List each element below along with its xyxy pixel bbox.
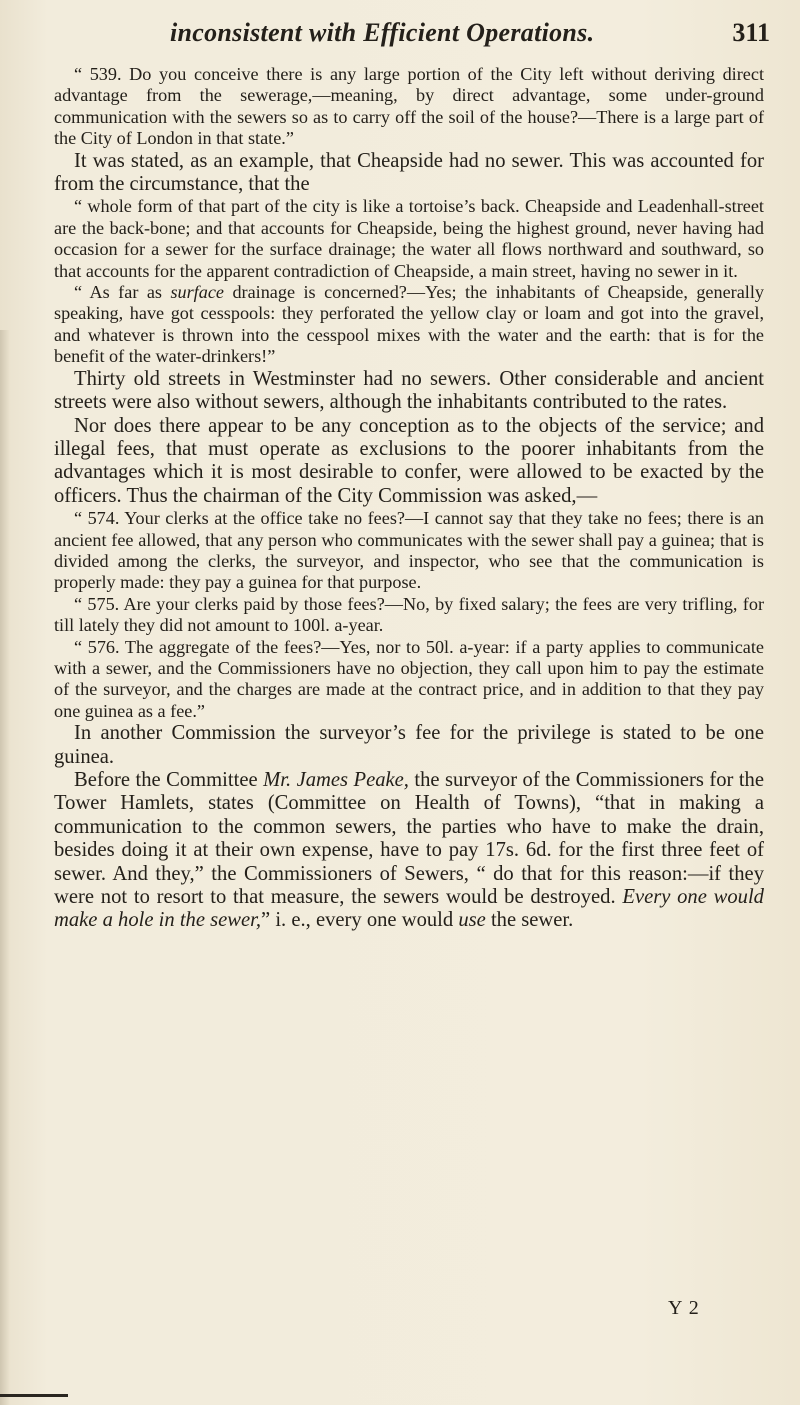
page-body xyxy=(54,64,764,933)
signature-mark: Y 2 xyxy=(668,1297,700,1319)
paragraph-cheapside: It was stated, as an example, that Cheapside had no sewer. This was accounted for from the circumstance, that the xyxy=(54,149,764,196)
paragraph-question-539: “ 539. Do you conceive there is any large portion of the City left without deriving direct advantage from the sewerage,—meaning, by direct advantage, some under-ground communication with the sewers so as to carry off the soil of the house?—There is a large part of the City of London in that state.” xyxy=(54,64,764,149)
paragraph-surface-drainage: “ As far as surface drainage is concerned?—Yes; the inhabitants of Cheapside, generally speaking, have got cesspools: they perforated the yellow clay or loam and got into the gravel, and whatever is thrown into the cesspool mixes with the water and the earth: that is for the benefit of the water-drinkers!” xyxy=(54,282,764,367)
paragraph-westminster: Thirty old streets in Westminster had no sewers. Other considerable and ancient streets were also without sewers, although the inhabitants contributed to the rates. xyxy=(54,367,764,414)
bottom-rule xyxy=(0,1394,68,1397)
page-header xyxy=(170,18,770,54)
running-head: inconsistent with Efficient Operations. xyxy=(170,18,595,47)
paragraph-james-peake: Before the Committee Mr. James Peake, the surveyor of the Commissioners for the Tower Hamlets, states (Committee on Health of Towns), “that in making a communication to the common sewers, the parties who have to make the drain, besides doing it at their own expense, have to pay 17s. 6d. for the first three feet of sewer. And they,” the Commissioners of Sewers, “ do that for this reason:—if they were not to resort to that measure, the sewers would be destroyed. Every one would make a hole in the sewer,” i. e., every one would use the sewer. xyxy=(54,769,764,932)
paragraph-question-576: “ 576. The aggregate of the fees?—Yes, nor to 50l. a-year: if a party applies to communicate with a sewer, and the Commissioners have no objection, they call upon him to pay the estimate of the surveyor, and the charges are made at the contract price, and in addition to that they pay one guinea as a fee.” xyxy=(54,636,764,721)
page-number: 311 xyxy=(732,18,770,47)
paragraph-question-575: “ 575. Are your clerks paid by those fees?—No, by fixed salary; the fees are very trifling, for till lately they did not amount to 100l. a-year. xyxy=(54,593,764,636)
paragraph-another-commission: In another Commission the surveyor’s fee for the privilege is stated to be one guinea. xyxy=(54,722,764,768)
page-gutter-shadow xyxy=(0,330,10,1405)
paragraph-illegal-fees: Nor does there appear to be any conception as to the objects of the service; and illegal fees, that must operate as exclusions to the poorer inhabitants from the advantages which it is most desirable to confer, were allowed to be exacted by the officers. Thus the chairman of the City Commission was asked,— xyxy=(54,414,764,507)
paragraph-question-574: “ 574. Your clerks at the office take no fees?—I cannot say that they take no fees; there is an ancient fee allowed, that any person who communicates with the sewer shall pay a guinea; that is divided among the clerks, the surveyor, and inspector, who see that the communication is properly made: they pay a guinea for that purpose. xyxy=(54,508,764,593)
paragraph-tortoise-quote: “ whole form of that part of the city is like a tortoise’s back. Cheapside and Leadenhall-street are the back-bone; and that accounts for Cheapside, being the highest ground, never having had occasion for a sewer for the surface drainage; the water all flows northward and southward, so that accounts for the apparent contradiction of Cheapside, a main street, having no sewer in it. xyxy=(54,196,764,281)
